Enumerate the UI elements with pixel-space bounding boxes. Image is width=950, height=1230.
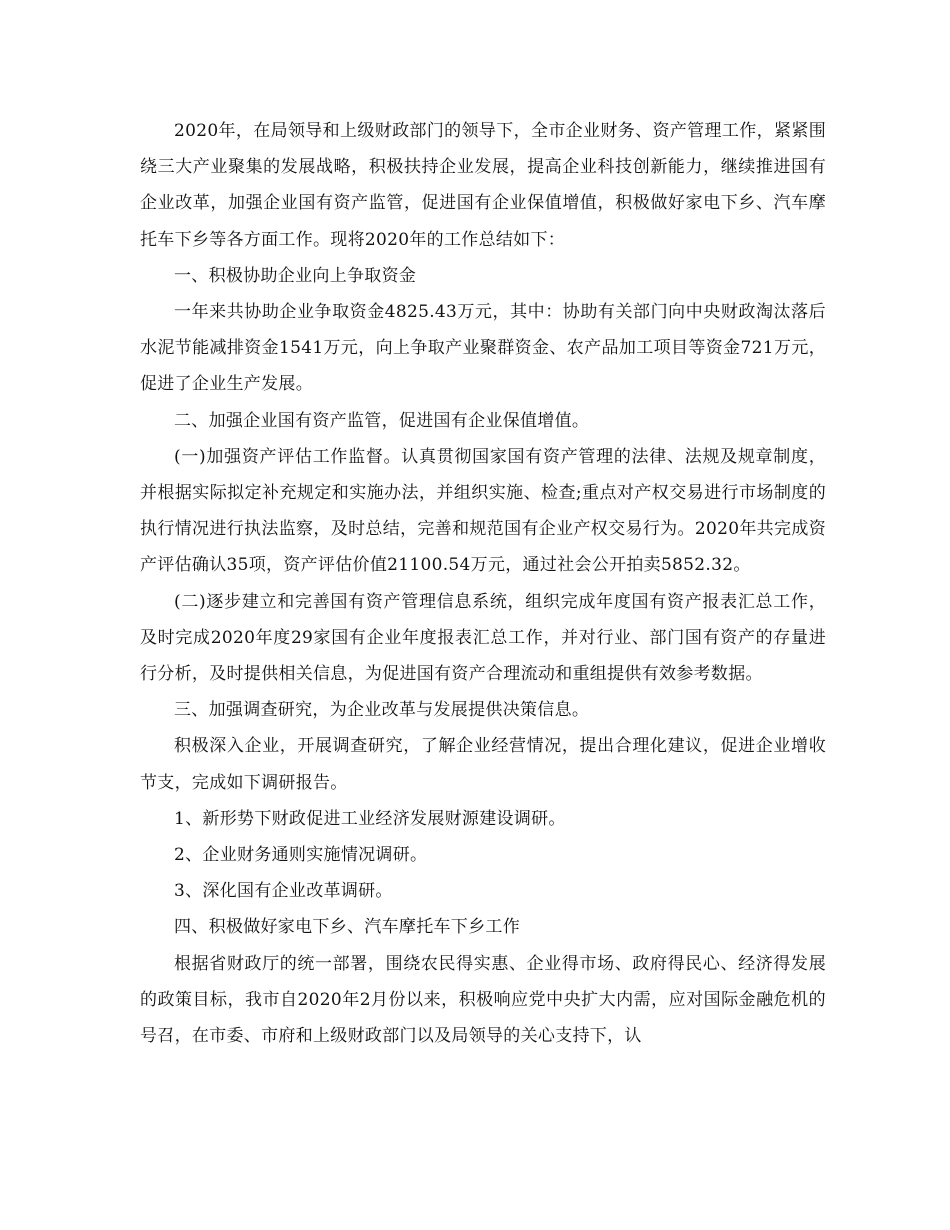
section-heading-4: 四、积极做好家电下乡、汽车摩托车下乡工作 bbox=[174, 917, 520, 938]
document-body bbox=[140, 113, 826, 1054]
body-paragraph: 根据省财政厅的统一部署，围绕农民得实惠、企业得市场、政府得民心、经济得发展的政策目标，我市自2020年2月份以来，积极响应党中央扩大内需，应对国际金融危机的号召，在市委、市府和上级财政部门以及局领导的关心支持下，认 bbox=[140, 953, 826, 1047]
body-paragraph: 积极深入企业，开展调查研究，了解企业经营情况，提出合理化建议，促进企业增收节支，完成如下调研报告。 bbox=[140, 736, 826, 793]
list-item: 1、新形势下财政促进工业经济发展财源建设调研。 bbox=[174, 808, 566, 829]
intro-paragraph: 2020年，在局领导和上级财政部门的领导下，全市企业财务、资产管理工作，紧紧围绕三大产业聚集的发展战略，积极扶持企业发展，提高企业科技创新能力，继续推进国有企业改革，加强企业国有资产监管，促进国有企业保值增值，积极做好家电下乡、汽车摩托车下乡等各方面工作。现将2020年的工作总结如下： bbox=[140, 121, 826, 250]
body-paragraph: (一)加强资产评估工作监督。认真贯彻国家国有资产管理的法律、法规及规章制度，并根据实际拟定补充规定和实施办法，并组织实施、检查;重点对产权交易进行市场制度的执行情况进行执法监察，及时总结，完善和规范国有企业产权交易行为。2020年共完成资产评估确认35项，资产评估价值21100.54万元，通过社会公开拍卖5852.32。 bbox=[140, 446, 826, 576]
section-heading-3: 三、加强调查研究，为企业改革与发展提供决策信息。 bbox=[174, 700, 590, 721]
section-heading-1: 一、积极协助企业向上争取资金 bbox=[174, 265, 417, 286]
body-paragraph: (二)逐步建立和完善国有资产管理信息系统，组织完成年度国有资产报表汇总工作，及时完成2020年度29家国有企业年度报表汇总工作，并对行业、部门国有资产的存量进行分析，及时提供相关信息，为促进国有资产合理流动和重组提供有效参考数据。 bbox=[140, 591, 826, 685]
body-paragraph: 一年来共协助企业争取资金4825.43万元，其中：协助有关部门向中央财政淘汰落后水泥节能减排资金1541万元，向上争取产业聚群资金、农产品加工项目等资金721万元，促进了企业生产发展。 bbox=[140, 302, 826, 395]
list-item: 3、深化国有企业改革调研。 bbox=[174, 881, 393, 902]
section-heading-2: 二、加强企业国有资产监管，促进国有企业保值增值。 bbox=[174, 410, 590, 431]
list-item: 2、企业财务通则实施情况调研。 bbox=[174, 845, 428, 866]
